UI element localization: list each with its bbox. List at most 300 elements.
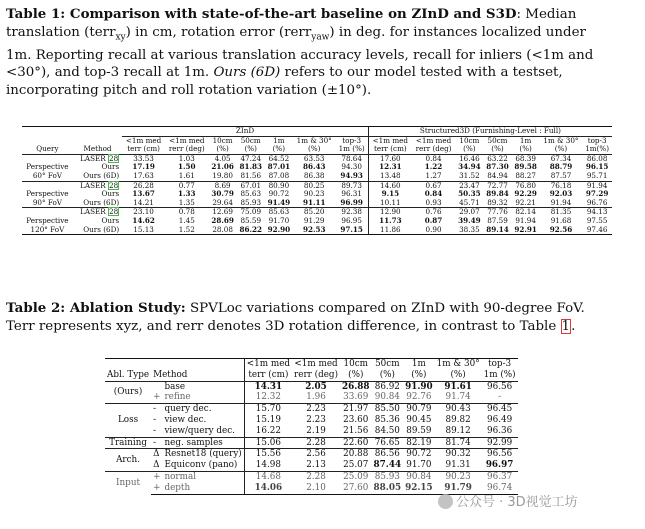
s3d-value: 89.58 — [514, 162, 537, 172]
value-cell: 96.56 — [482, 449, 518, 460]
method-label: view dec. — [164, 414, 207, 425]
column-header: (%) — [411, 369, 427, 380]
s3d-value: 68.39 — [512, 154, 540, 163]
query-label: Perspective — [26, 189, 69, 199]
s3d-value: 92.56 — [540, 226, 583, 235]
method-label — [73, 226, 122, 235]
s3d-value: 16.46 — [455, 154, 483, 163]
zind-value: 28.08 — [209, 226, 237, 235]
value-cell: 21.97 — [340, 404, 372, 415]
s3d-value: 77.76 — [483, 208, 511, 217]
s3d-value: 84.94 — [487, 170, 508, 180]
method-prefix: + — [153, 392, 161, 403]
value-cell: 14.31 — [244, 381, 292, 392]
method-prefix: + — [153, 482, 161, 493]
zind-value: 30.79 — [211, 189, 234, 199]
zind-value: 33.53 — [122, 154, 165, 163]
value-cell: 33.69 — [343, 392, 369, 403]
zind-value: 90.72 — [268, 189, 290, 199]
value-cell: 89.12 — [445, 425, 471, 436]
zind-value: 12.69 — [209, 208, 237, 217]
zind-value: 86.43 — [302, 162, 326, 172]
column-header: (%) — [450, 369, 466, 380]
method-label: query dec. — [162, 404, 244, 415]
table1-group-header — [22, 127, 612, 137]
column-header: (%) — [348, 369, 364, 380]
zind-value: 21.06 — [211, 162, 234, 172]
zind-value: 1.50 — [178, 162, 196, 172]
s3d-value: 11.86 — [368, 226, 411, 235]
table-row — [105, 404, 518, 415]
query-label: 120° FoV — [22, 226, 73, 235]
column-header: (%) — [307, 144, 321, 154]
s3d-value: 63.22 — [483, 154, 511, 163]
table-row — [105, 392, 518, 403]
s3d-value: 1.22 — [424, 162, 443, 172]
zind-value: 92.90 — [265, 226, 293, 235]
query-label: 90° FoV — [32, 197, 62, 207]
s3d-value: 67.34 — [540, 154, 583, 163]
table2-caption-line1: Table 2: Ablation Study: SPVLoc variations compared on ZInD with 90-degree FoV. — [6, 300, 585, 316]
zind-value: 1.52 — [165, 226, 209, 235]
type-header: Abl. Type — [107, 369, 150, 380]
column-header: <1m med — [368, 136, 411, 145]
value-cell: 2.05 — [292, 381, 340, 392]
value-cell: 86.56 — [372, 449, 404, 460]
query-label: Perspective — [26, 162, 69, 172]
value-cell: - — [498, 392, 502, 403]
table1-caption-line4: <30°), and top-3 recall at 1m. Ours (6D) refers to our model tested with a testset, — [6, 65, 563, 81]
value-cell: 96.49 — [487, 414, 513, 425]
zind-value: 90.23 — [303, 189, 325, 199]
column-header: 50cm — [372, 359, 404, 370]
method-label: Resnet18 (query) — [162, 449, 244, 460]
s3d-value: 9.15 — [368, 190, 411, 199]
zind-value: 1.33 — [178, 189, 196, 199]
zind-value: 94.30 — [341, 162, 362, 172]
value-cell: 90.23 — [435, 471, 482, 482]
s3d-value: 82.14 — [512, 208, 540, 217]
value-cell: 22.60 — [340, 437, 372, 449]
s3d-value: 39.49 — [458, 215, 481, 225]
value-cell: 14.68 — [244, 471, 292, 482]
blank-cell — [151, 359, 244, 370]
value-cell: 91.90 — [405, 381, 433, 392]
table1-caption-line5: incorporating pitch and roll rotation variation (±10°). — [6, 82, 372, 98]
value-cell: 26.88 — [342, 381, 370, 392]
column-header: (%) — [519, 144, 532, 154]
zind-value: 17.19 — [132, 162, 155, 172]
value-cell: 92.99 — [482, 437, 518, 449]
method-prefix: - — [153, 425, 157, 436]
group-s3d: Structured3D (Furnishing-Level : Full) — [368, 127, 612, 137]
column-header: <1m med — [292, 359, 340, 370]
zind-value: 1.61 — [178, 170, 195, 180]
s3d-value: 92.29 — [514, 189, 537, 199]
column-header: <1m med — [244, 359, 292, 370]
value-cell: 2.56 — [292, 449, 340, 460]
s3d-value: 87.59 — [487, 215, 508, 225]
s3d-value: 34.94 — [458, 162, 481, 172]
table-row — [22, 226, 612, 235]
s3d-value: 94.13 — [582, 208, 612, 217]
zind-value: 75.09 — [237, 208, 265, 217]
value-cell: 15.06 — [244, 437, 292, 449]
s3d-value: 91.94 — [550, 197, 572, 207]
column-header: terr (cm) — [244, 370, 292, 381]
query-header: Query — [36, 144, 59, 154]
citation-link[interactable]: 28 — [109, 153, 119, 163]
method-prefix: - — [151, 404, 162, 415]
value-cell: 90.72 — [403, 449, 435, 460]
column-header: (%) — [272, 144, 286, 154]
s3d-value: 88.79 — [549, 162, 573, 172]
zind-value: 23.10 — [122, 208, 165, 217]
value-cell: 85.93 — [372, 471, 404, 482]
table2 — [105, 358, 518, 495]
ablation-type: (Ours) — [105, 381, 151, 404]
method-label: base — [162, 381, 244, 392]
table1 — [22, 126, 612, 235]
value-cell: 81.74 — [435, 437, 482, 449]
method-name: LASER — [80, 180, 106, 190]
zind-value: 64.52 — [265, 154, 293, 163]
s3d-value: 0.90 — [412, 226, 456, 235]
method-label: Equiconv (pano) — [164, 460, 238, 471]
value-cell: 85.50 — [372, 404, 404, 415]
wechat-logo-icon — [438, 494, 453, 509]
s3d-value: 92.03 — [549, 189, 573, 199]
s3d-value: 1.27 — [425, 170, 442, 180]
column-header: 1m (%) — [338, 144, 365, 154]
zind-value: 14.21 — [133, 197, 154, 207]
value-cell: 14.06 — [244, 483, 292, 494]
column-header: rerr (deg) — [168, 144, 205, 154]
s3d-value: 14.60 — [368, 181, 411, 190]
method-label: refine — [164, 392, 191, 403]
column-header: <1m med — [125, 135, 162, 145]
s3d-value: 38.35 — [455, 226, 483, 235]
table-row — [105, 460, 518, 471]
method-name: Ours — [101, 215, 120, 225]
zind-value: 1.35 — [178, 197, 195, 207]
table-row — [105, 449, 518, 460]
zind-value: 96.95 — [341, 215, 362, 225]
zind-value: 86.38 — [303, 170, 325, 180]
method-name: Ours (6D) — [83, 224, 120, 234]
s3d-value: 91.94 — [582, 181, 612, 190]
column-header: 10cm — [340, 359, 372, 370]
zind-value: 92.53 — [293, 226, 336, 235]
value-cell: 92.15 — [405, 482, 433, 493]
zind-value: 78.64 — [336, 154, 369, 163]
value-cell: 92.76 — [406, 392, 432, 403]
value-cell: 96.97 — [485, 460, 514, 471]
s3d-value: 91.68 — [550, 215, 572, 225]
table2-column-header — [105, 359, 518, 370]
value-cell: 90.79 — [403, 404, 435, 415]
method-name: LASER — [80, 153, 106, 163]
zind-value: 80.25 — [293, 181, 336, 190]
s3d-value: 0.76 — [412, 208, 456, 217]
method-name: LASER — [80, 207, 106, 217]
table-row — [105, 415, 518, 426]
s3d-value: 92.91 — [512, 226, 540, 235]
zind-value: 13.67 — [132, 189, 155, 199]
value-cell: 91.74 — [445, 392, 471, 403]
zind-value: 86.22 — [237, 226, 265, 235]
blank-cell — [73, 127, 122, 137]
zind-value: 19.80 — [212, 170, 233, 180]
s3d-value: 12.31 — [368, 163, 411, 172]
method-prefix: - — [153, 414, 157, 425]
value-cell: 90.84 — [403, 471, 435, 482]
table2-caption-line2: Terr represents xyz, and rerr denotes 3D rotation difference, in contrast to Table 1. — [6, 318, 576, 334]
column-header: (%) — [244, 144, 257, 154]
s3d-value: 87.57 — [550, 170, 572, 180]
method-header: Method — [83, 144, 112, 154]
s3d-value: 0.87 — [424, 215, 443, 225]
value-cell: 96.56 — [482, 381, 518, 392]
s3d-value: 88.27 — [515, 170, 536, 180]
zind-value: 94.93 — [340, 170, 363, 180]
zind-value: 91.11 — [302, 197, 326, 207]
value-cell: 15.70 — [244, 404, 292, 415]
value-cell: 16.22 — [244, 426, 292, 437]
column-header: (%) — [216, 144, 229, 154]
zind-value: 28.69 — [211, 215, 234, 225]
value-cell: 20.88 — [340, 449, 372, 460]
value-cell: 82.19 — [403, 437, 435, 449]
column-header: 1m — [403, 359, 435, 370]
value-cell: 85.36 — [374, 414, 400, 425]
zind-value: 87.08 — [268, 170, 290, 180]
column-header: (%) — [554, 144, 568, 154]
s3d-value: 81.35 — [540, 208, 583, 217]
value-cell: 96.45 — [482, 404, 518, 415]
s3d-value: 0.93 — [425, 197, 442, 207]
zind-value: 91.70 — [268, 215, 290, 225]
column-header: 10cm — [212, 135, 233, 145]
column-header: 1m — [519, 135, 532, 145]
method-name: Ours — [101, 162, 120, 172]
method-name: Ours — [101, 189, 120, 199]
ablation-type: Input — [105, 471, 151, 494]
value-cell: 15.56 — [244, 449, 292, 460]
method-header: Method — [153, 369, 188, 380]
column-header: 1m & 30° — [436, 359, 480, 369]
group-zind: ZInD — [122, 127, 368, 137]
zind-value: 85.59 — [240, 215, 262, 225]
zind-value: 1.45 — [178, 215, 195, 225]
s3d-value: 29.07 — [455, 208, 483, 217]
value-cell: 87.44 — [373, 460, 402, 471]
zind-value: 85.63 — [240, 189, 262, 199]
s3d-value: 87.30 — [486, 162, 509, 172]
zind-value: 85.63 — [265, 208, 293, 217]
watermark: 公众号 · 3D视觉工坊 — [438, 491, 578, 510]
s3d-value: 10.11 — [368, 199, 411, 208]
value-cell: 89.59 — [406, 425, 432, 436]
table2-caption — [6, 300, 639, 335]
value-cell: 91.31 — [445, 460, 471, 471]
value-cell: 21.56 — [343, 425, 369, 436]
column-header: (%) — [463, 144, 476, 154]
column-header: terr (cm) — [368, 145, 411, 154]
s3d-value: 13.48 — [368, 172, 411, 181]
citation-link[interactable]: 28 — [109, 180, 119, 190]
column-header: 1m(%) — [585, 144, 610, 154]
zind-value: 29.64 — [212, 197, 233, 207]
s3d-value: 92.21 — [515, 197, 536, 207]
table2-column-header — [105, 370, 518, 381]
s3d-value: 96.76 — [586, 197, 608, 207]
value-cell: 90.45 — [406, 414, 432, 425]
column-header: top-3 — [587, 135, 607, 145]
s3d-value: 97.55 — [586, 215, 608, 225]
blank-cell — [22, 127, 73, 137]
ablation-type: Training — [105, 437, 151, 449]
table1-caption-line1: Table 1: Comparison with state-of-the-art baseline on ZInD and S3D: Median — [6, 6, 577, 22]
value-cell: 2.23 — [306, 414, 326, 425]
column-header: top-3 — [342, 135, 362, 145]
s3d-value: 72.77 — [483, 181, 511, 190]
s3d-value: 89.14 — [483, 226, 511, 235]
value-cell: 2.28 — [292, 437, 340, 449]
method-name: Ours (6D) — [83, 170, 120, 180]
s3d-value: 45.71 — [459, 197, 480, 207]
method-label: depth — [162, 483, 244, 494]
zind-value: 14.62 — [132, 215, 155, 225]
table-row — [22, 172, 612, 181]
value-cell: 25.09 — [340, 471, 372, 482]
zind-value: 47.24 — [237, 154, 265, 163]
table-row — [105, 381, 518, 392]
zind-value: 15.13 — [122, 226, 165, 235]
s3d-value: 0.67 — [412, 181, 456, 190]
s3d-value: 0.84 — [424, 189, 443, 199]
column-header: 1m (%) — [483, 369, 516, 380]
method-prefix: + — [153, 471, 161, 482]
s3d-value: 96.15 — [585, 162, 609, 172]
value-cell: 96.37 — [482, 471, 518, 482]
value-cell: 23.60 — [343, 414, 369, 425]
column-header: (%) — [379, 369, 395, 380]
zind-value: 26.28 — [122, 181, 165, 190]
table-row — [105, 437, 518, 449]
value-cell: 89.82 — [445, 414, 471, 425]
method-name: Ours (6D) — [83, 197, 120, 207]
column-header: terr (cm) — [127, 144, 160, 154]
zind-value: 87.01 — [267, 162, 291, 172]
s3d-value: 17.60 — [368, 154, 411, 163]
value-cell: 27.60 — [340, 483, 372, 494]
column-header: top-3 — [482, 359, 518, 370]
method-label: normal — [162, 471, 244, 482]
method-prefix: Δ — [153, 460, 160, 471]
zind-value: 8.69 — [209, 181, 237, 190]
value-cell: 1.96 — [306, 392, 326, 403]
zind-value: 97.15 — [336, 226, 369, 235]
query-label: 60° FoV — [32, 170, 62, 180]
method-label: neg. samples — [162, 437, 244, 449]
s3d-value: 97.46 — [582, 226, 612, 235]
table1-link[interactable]: 1 — [561, 318, 571, 334]
value-cell: 2.23 — [292, 404, 340, 415]
column-header: 1m & 30° — [543, 135, 579, 145]
s3d-value: 76.18 — [540, 181, 583, 190]
zind-value: 85.93 — [240, 197, 262, 207]
method-prefix — [151, 381, 162, 392]
zind-value: 63.53 — [293, 154, 336, 163]
s3d-value: 97.29 — [585, 189, 609, 199]
value-cell: 90.43 — [435, 404, 482, 415]
value-cell: 76.65 — [372, 437, 404, 449]
zind-value: 0.78 — [165, 208, 209, 217]
s3d-value: 91.94 — [515, 215, 536, 225]
zind-value: 67.01 — [237, 181, 265, 190]
s3d-value: 76.80 — [512, 181, 540, 190]
method-label: view/query dec. — [164, 425, 235, 436]
value-cell: 96.36 — [487, 425, 513, 436]
ablation-type: Arch. — [105, 449, 151, 472]
value-cell: 88.05 — [373, 482, 402, 493]
query-label: Perspective — [26, 215, 69, 225]
s3d-value: 86.08 — [582, 154, 612, 163]
column-header: (%) — [491, 144, 504, 154]
zind-value: 85.20 — [293, 208, 336, 217]
table-row — [105, 471, 518, 482]
s3d-value: 89.84 — [486, 189, 509, 199]
s3d-value: 23.47 — [455, 181, 483, 190]
zind-value: 80.90 — [265, 181, 293, 190]
zind-value: 91.49 — [267, 197, 291, 207]
citation-link[interactable]: 28 — [109, 207, 119, 217]
column-header: 1m & 30° — [296, 135, 332, 145]
zind-value: 1.03 — [165, 154, 209, 163]
value-cell: 90.84 — [374, 392, 400, 403]
column-header: 1m — [273, 135, 285, 145]
zind-value: 89.73 — [336, 181, 369, 190]
blank-cell — [105, 359, 151, 370]
zind-value: 81.56 — [240, 170, 262, 180]
method-prefix: - — [151, 437, 162, 449]
zind-value: 4.05 — [209, 154, 237, 163]
s3d-value: 31.52 — [459, 170, 480, 180]
method-prefix: Δ — [151, 449, 162, 460]
zind-value: 81.83 — [239, 162, 262, 172]
s3d-value: 12.90 — [368, 208, 411, 217]
table1-column-header — [22, 145, 612, 154]
value-cell: 2.10 — [292, 483, 340, 494]
value-cell: 14.98 — [244, 460, 292, 471]
s3d-value: 95.71 — [586, 170, 608, 180]
value-cell: 2.19 — [306, 425, 326, 436]
value-cell: 90.32 — [435, 449, 482, 460]
s3d-value: 11.73 — [368, 217, 411, 226]
value-cell: 2.28 — [292, 471, 340, 482]
column-header: rerr (deg) — [294, 369, 338, 380]
s3d-value: 0.84 — [412, 154, 456, 163]
table1-caption — [6, 6, 639, 99]
s3d-value: 89.32 — [487, 197, 508, 207]
column-header: 50cm — [240, 135, 261, 145]
value-cell: 86.92 — [372, 381, 404, 392]
s3d-value: 50.35 — [458, 189, 481, 199]
zind-value: 96.99 — [340, 197, 363, 207]
zind-value: 91.29 — [303, 215, 325, 225]
column-header: 50cm — [487, 135, 508, 145]
